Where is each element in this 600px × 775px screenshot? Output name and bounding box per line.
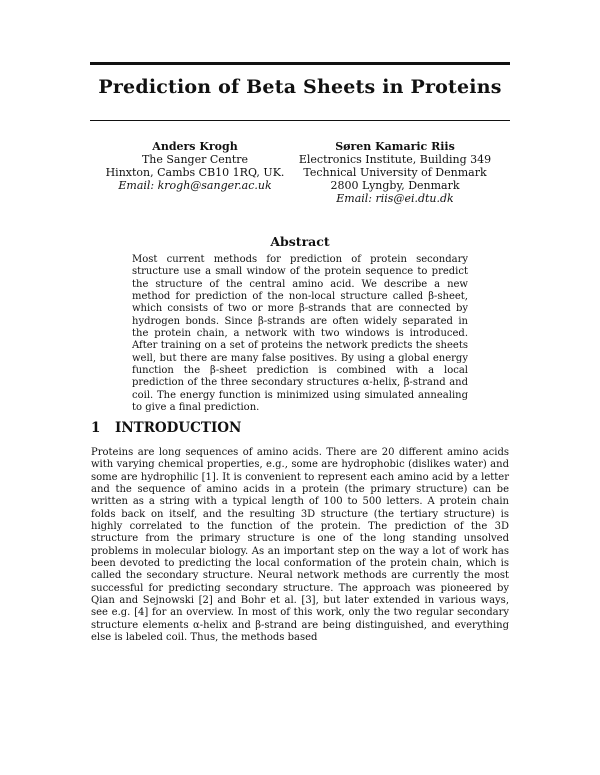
title-rule-bottom <box>90 120 510 121</box>
author-address: Hinxton, Cambs CB10 1RQ, UK. <box>105 166 285 179</box>
section-heading <box>91 420 241 436</box>
author-name: Søren Kamaric Riis <box>335 140 455 153</box>
author-email: Email: krogh@sanger.ac.uk <box>118 179 272 192</box>
author-affiliation: The Sanger Centre <box>141 153 249 166</box>
author-block <box>100 140 290 192</box>
paper-title: Prediction of Beta Sheets in Proteins <box>98 76 502 98</box>
title-rule-top <box>90 62 510 65</box>
author-block <box>290 140 500 205</box>
author-institution: Technical University of Denmark <box>303 166 487 179</box>
author-address: 2800 Lyngby, Denmark <box>330 179 460 192</box>
introduction-text: Proteins are long sequences of amino acids. There are 20 different amino acids with varying chemical properties, e.g., some are hydrophobic (dislikes water) and some are hydrophilic [1]. It is convenient to represent each amino acid by a letter and the sequence of amino acids in a protein (the primary structure) can be written as a string with a typical length of 100 to 500 letters. A protein chain folds back on itself, and the resulting 3D structure (the tertiary structure) is highly correlated to the function of the protein. The prediction of the 3D structure from the primary structure is one of the long standing unsolved problems in molecular biology. As an important step on the way a lot of work has been devoted to predicting the local conformation of the protein chain, which is called the secondary structure. Neural network methods are currently the most successful for predicting secondary structure. The approach was pioneered by Qian and Sejnowski [2] and Bohr et al. [3], but later extended in various ways, see e.g. [4] for an overview. In most of this work, only the two regular secondary structure elements α-helix and β-strand are being distinguished, and everything else is labeled coil. Thus, the methods based <box>91 447 509 644</box>
author-email: Email: riis@ei.dtu.dk <box>336 192 454 205</box>
author-affiliation: Electronics Institute, Building 349 <box>298 153 492 166</box>
abstract-text: Most current methods for prediction of protein secondary structure use a small window of the protein sequence to predict the structure of the central amino acid. We describe a new method for prediction of the non-local structure called β-sheet, which consists of two or more β-strands that are connected by hydrogen bonds. Since β-strands are often widely separated in the protein chain, a network with two windows is introduced. After training on a set of proteins the network predicts the sheets well, but there are many false positives. By using a global energy function the β-sheet prediction is combined with a local prediction of the three secondary structures α-helix, β-strand and coil. The energy function is minimized using simulated annealing to give a final prediction. <box>132 254 468 414</box>
author-name: Anders Krogh <box>152 140 238 153</box>
abstract-heading: Abstract <box>270 234 330 249</box>
section-number: 1 <box>91 420 101 436</box>
section-title: INTRODUCTION <box>115 420 242 436</box>
